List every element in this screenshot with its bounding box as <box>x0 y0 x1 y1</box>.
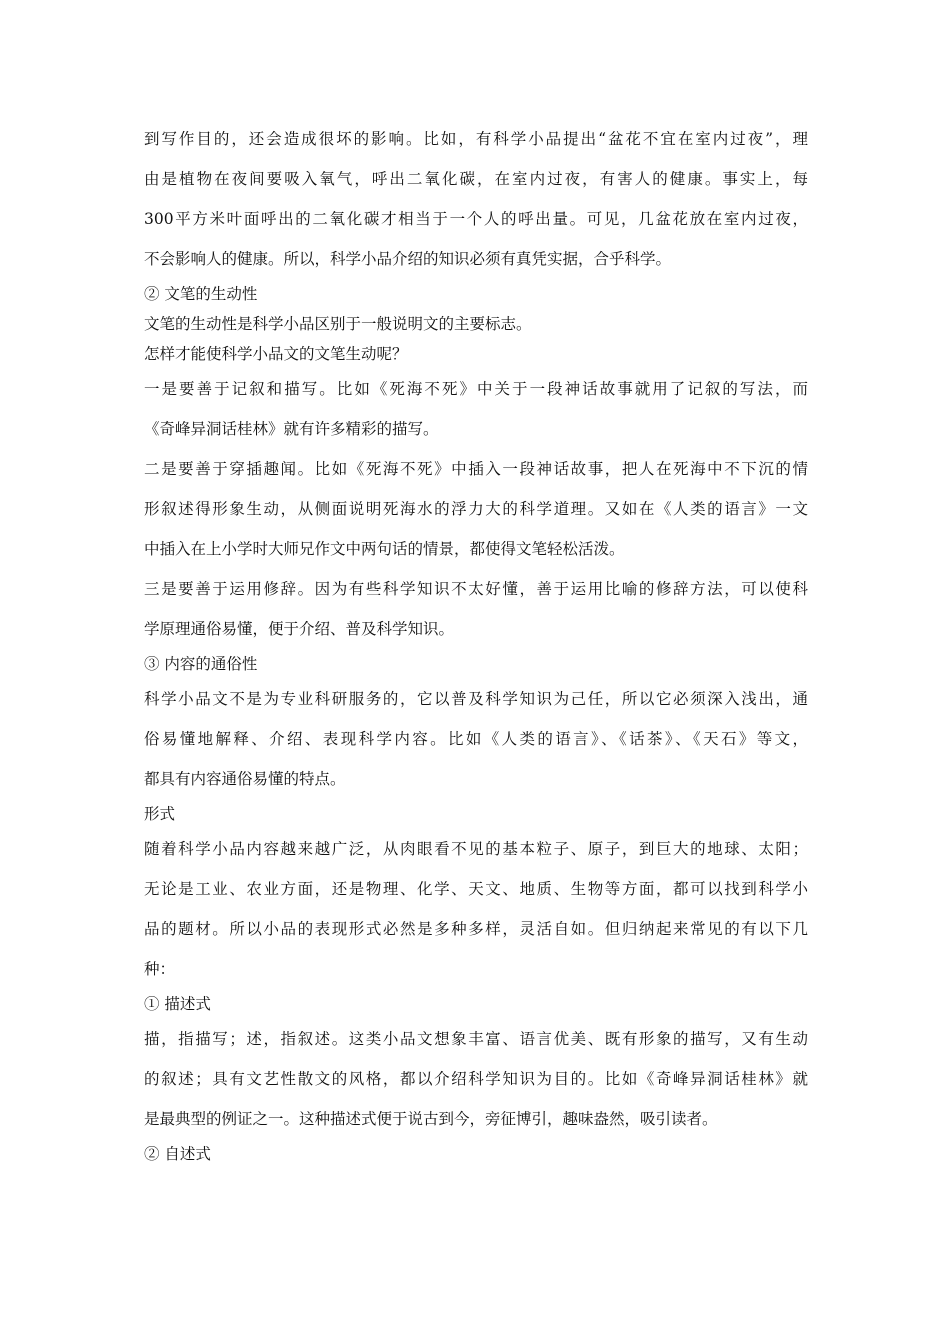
section-heading: ② 自述式 <box>144 1145 211 1163</box>
paragraph-line: 学原理通俗易懂，便于介绍、普及科学知识。 <box>144 620 455 638</box>
document-body <box>144 119 808 1169</box>
paragraph-line: 到写作目的，还会造成很坏的影响。比如，有科学小品提出“盆花不宜在室内过夜”，理 <box>144 130 808 148</box>
paragraph-line: 形叙述得形象生动，从侧面说明死海水的浮力大的科学道理。又如在《人类的语言》一文 <box>144 500 808 518</box>
paragraph-line: 俗易懂地解释、介绍、表现科学内容。比如《人类的语言》、《话茶》、《天石》等文， <box>144 730 808 748</box>
paragraph-line: 描，指描写；述，指叙述。这类小品文想象丰富、语言优美、既有形象的描写，又有生动 <box>144 1030 808 1048</box>
section-heading: ③ 内容的通俗性 <box>144 655 258 673</box>
paragraph-line: 无论是工业、农业方面，还是物理、化学、天文、地质、生物等方面，都可以找到科学小 <box>144 880 808 898</box>
paragraph-line: 科学小品文不是为专业科研服务的，它以普及科学知识为己任，所以它必须深入浅出，通 <box>144 690 808 708</box>
paragraph-line: 不会影响人的健康。所以，科学小品介绍的知识必须有真凭实据，合乎科学。 <box>144 250 672 268</box>
section-heading: ② 文笔的生动性 <box>144 285 258 303</box>
paragraph-line: 由是植物在夜间要吸入氧气，呼出二氧化碳，在室内过夜，有害人的健康。事实上，每 <box>144 170 808 188</box>
paragraph-line: 中插入在上小学时大师兄作文中两句话的情景，都使得文笔轻松活泼。 <box>144 540 625 558</box>
paragraph-line: 一是要善于记叙和描写。比如《死海不死》中关于一段神话故事就用了记叙的写法，而 <box>144 380 808 398</box>
paragraph-line: 《奇峰异洞话桂林》就有许多精彩的描写。 <box>144 420 439 438</box>
paragraph-line: 是最典型的例证之一。这种描述式便于说古到今，旁征博引，趣味盎然，吸引读者。 <box>144 1110 718 1128</box>
paragraph-line: 怎样才能使科学小品文的文笔生动呢？ <box>144 345 408 363</box>
section-heading: 形式 <box>144 805 176 823</box>
paragraph-line: 随着科学小品内容越来越广泛，从肉眼看不见的基本粒子、原子，到巨大的地球、太阳； <box>144 840 808 858</box>
paragraph-line: 的叙述；具有文艺性散文的风格，都以介绍科学知识为目的。比如《奇峰异洞话桂林》就 <box>144 1070 808 1088</box>
paragraph-line: 都具有内容通俗易懂的特点。 <box>144 770 346 788</box>
paragraph-line: 二是要善于穿插趣闻。比如《死海不死》中插入一段神话故事，把人在死海中不下沉的情 <box>144 460 808 478</box>
paragraph-line: 品的题材。所以小品的表现形式必然是多种多样，灵活自如。但归纳起来常见的有以下几 <box>144 920 808 938</box>
paragraph-line: 三是要善于运用修辞。因为有些科学知识不太好懂，善于运用比喻的修辞方法，可以使科 <box>144 580 808 598</box>
paragraph-line: 种： <box>144 960 176 978</box>
section-heading: ① 描述式 <box>144 995 211 1013</box>
paragraph-line: 文笔的生动性是科学小品区别于一般说明文的主要标志。 <box>144 315 532 333</box>
paragraph-line: 300平方米叶面呼出的二氧化碳才相当于一个人的呼出量。可见，几盆花放在室内过夜， <box>144 210 808 228</box>
